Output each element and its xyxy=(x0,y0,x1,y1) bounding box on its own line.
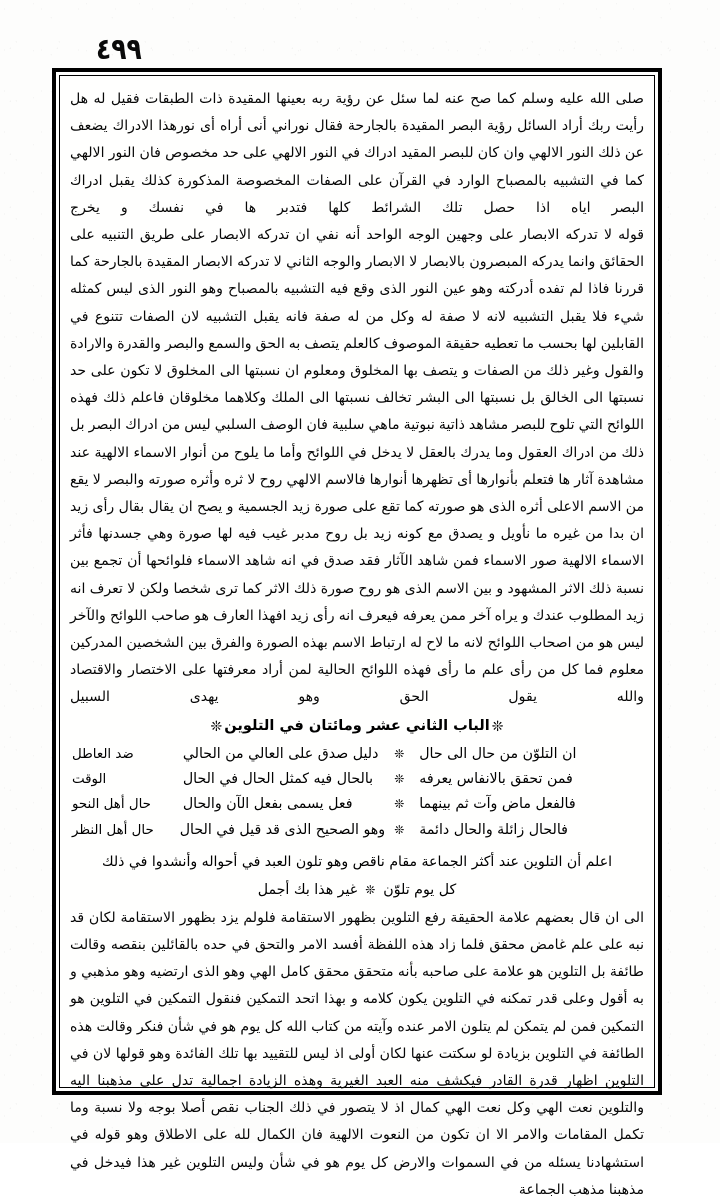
verse-separator-icon: ❊ xyxy=(394,772,405,787)
text-block xyxy=(70,86,644,1198)
page-border-inner xyxy=(59,75,655,1198)
verse-hemistich-a: فالفعل ماض وآت ثم بينهما xyxy=(419,796,576,813)
body-paragraph-1: صلى الله عليه وسلم كما صح عنه لما سئل عن رؤية ربه بعينها المقيدة ذات الطبقات فقيل له هل رأيت ربك أراد السائل رؤية البصر المقيدة بالجارحة فقال نوراني أنى أراه أى نورهذا الادراك يضعف عن ذلك النور الالهي وان كان للبصر المقيد ادراك في النور الالهي على حد مخصوص فان النور الالهي كما في التشبيه بالمصباح الوارد في القرآن على الصفات المخصوصة المذكورة كذلك يقبل ادراك البصر اياه اذا حصل تلك الشرائط كلها فتدبر ها في نفسك و يخرج xyxy=(70,91,644,216)
verse-hemistich-b: فعل يسمى بفعل الآن والحال xyxy=(182,796,353,813)
verse-row xyxy=(70,818,644,843)
couplet-hemistich-b: غير هذا بك أجمل xyxy=(257,881,358,898)
verse-margin-note: الوقت xyxy=(72,772,107,788)
centered-couplet xyxy=(70,877,644,903)
verse-row xyxy=(70,767,644,792)
couplet-hemistich-a: كل يوم تلوّن xyxy=(383,881,457,898)
verse-row xyxy=(70,792,644,817)
ornament-flower-icon-left: ❊ xyxy=(210,718,223,735)
verse-hemistich-b: دليل صدق على العالي من الحالي xyxy=(182,745,379,762)
verse-margin-note: ضد العاطل xyxy=(72,746,134,762)
chapter-heading xyxy=(70,713,644,740)
verse-row xyxy=(70,742,644,767)
verse-hemistich-a: فالحال زائلة والحال دائمة xyxy=(419,821,568,838)
verse-gutter xyxy=(582,767,644,792)
verse-gutter xyxy=(582,818,644,843)
verse-hemistich-a: فمن تحقق بالانفاس يعرفه xyxy=(419,771,573,788)
body-paragraph-2: قوله لا تدركه الابصار على وجهين الوجه الواحد أنه نفي ان تدركه الابصار على طريق التنبيه على الحقائق وانما يدركه المبصرون بالابصار لا الابصار والوجه الثاني لا تدركه الابصار المقيدة بالجارحة كما قررنا فاذا لم تفده أدركته وهو عين النور الذى وقع فيه التشبيه بالمصباح وهو النور الذى ليس كمثله شيء فلا يقبل التشبيه لانه لا صفة له وكل من له صفة فانه يقبل التشبيه لان الصفات تتنوع في القابلين لها بحسب ما تعطيه حقيقة الموصوف كالعلم يتصف به الحق والسمع والبصر والقدرة والارادة والقول وغير ذلك من الصفات و يتصف بها المخلوق ومعلوم ان نسبتها الى المخلوق لا تكون على حد نسبتها الى الخالق بل نسبتها الى البشر تخالف نسبتها الى الملك وكلاهما مخلوقان فاعلم ذلك فهذه اللوائح التي تلوح للبصر مشاهد ذاتية نبوتية ماهي سلبية فان الوصف السلبي ليس من ادراك البصر بل ذلك من ادراك العقول وما يدرك بالعقل لا يدخل في اللوائح وأما ما يلوح من أنوار الاسماء الالهية عند مشاهدة آثار ها فتعلم بأنوارها أى تظهرها أنوارها فالاسم الالهي روح لا ثره وأثره صورته والبصر لا يقع من الاسم الاعلى أثره الذى هو صورته كما تقع على صورة زيد الجسمية و يصح ان يقال بقال رأى زيد ان بدا من غيره ما نأويل و يصدق مع كونه زيد بل روح مدبر غيب فيه لها صورة وهي جسدنها فأثر الاسماء الالهية صور الاسماء فمن شاهد الآثار فقد صدق في انه شاهد الاسماء فلوائحها أن تجمع بين نسبة ذلك الاثر المشهود و بين الاسم الذى هو روح صورة ذلك الاثر كما ترى شخصا ولكن لا تعرف انه زيد المطلوب عندك و يراه آخر ممن يعرفه فيعرف انه رأى زيد افهذا العارف هو صاحب اللوائح والآخر ليس هو من اصحاب اللوائح لانه ما لاح له ارتباط الاسم بهذه الصورة والفرق بين الشخصين المدركين معلوم فما كل من رأى علم ما رأى فهذه اللوائح الحالية لمن أراد معرفتها على الاختصار والاقتصاد والله يقول الحق وهو يهدى السبيل xyxy=(70,227,644,706)
verse-hemistich-b: وهو الصحيح الذى قد قيل في الحال xyxy=(179,821,386,838)
verse-margin-note: حال أهل النحو xyxy=(72,797,151,813)
verse-gutter xyxy=(582,742,644,767)
verse-separator-icon: ❊ xyxy=(394,797,405,812)
verse-separator-icon: ❊ xyxy=(394,822,405,837)
spacer xyxy=(70,845,644,848)
folio-number: ٤٩٩ xyxy=(96,31,142,66)
verse-table xyxy=(70,742,644,844)
verse-gutter xyxy=(582,792,644,817)
verse-margin-note: حال أهل النظر xyxy=(72,822,154,838)
couplet-intro-line: اعلم أن التلوين عند أكثر الجماعة مقام ناقص وهو تلون العبد في أحواله وأنشدوا في ذلك xyxy=(101,854,613,871)
page-border-outer xyxy=(52,68,662,1198)
body-paragraph-3: الى ان قال بعضهم علامة الحقيقة رفع التلوين بظهور الاستقامة فلولم يزد بظهور الاستقامة لكان قد نبه على علم غامض محقق فلما زاد هذه اللفظة أفسد الامر والتحق في حده بالقائلين بنقصه وقالت طائفة بل التلوين هو علامة على صاحبه بأنه متحقق محقق كامل الهي وهو الذى ارتضيه وهو مذهبي و به أقول وعلى قدر تمكنه في التلوين يكون كلامه و بهذا اتحد التمكين فنقول التمكين في التلوين هو التمكين فمن لم يتمكن لم يتلون الامر عنده وآيته من كتاب الله كل يوم هو في شأن فنكر وقالت هذه الطائفة في التلوين بزيادة لو سكتت عنها لكان أولى اذ ليس للتقييد بها تلك الفائدة وهو قولها لان في التلوين اظهار قدرة القادر فيكشف منه العبد الغيرية وهذه الزيادة اجمالية تدل على مذهبنا اليه والتلوين نعت الهي وكل نعت الهي كمال اذ لا يتصور في ذلك الجناب نقص أصلا بوجه ولا نسبة وما تكمل المقامات والامر الا ان تكون من النعوت الالهية فان الكمال لله على الاطلاق وهو قوله في استشهادنا يسئله من في السموات والارض كل يوم هو في شأن وليس التلوين غير هذا فيدخل في مذهبنا مذهب الجماعة xyxy=(70,909,644,1198)
verse-separator-icon: ❊ xyxy=(394,746,405,761)
ornament-flower-icon-right: ❊ xyxy=(491,718,504,735)
couplet-separator-icon: ❊ xyxy=(365,882,376,897)
verse-hemistich-a: ان التلوّن من حال الى حال xyxy=(419,745,577,762)
chapter-heading-text: الباب الثاني عشر ومائتان في التلوين xyxy=(224,716,490,734)
verse-hemistich-b: بالحال فيه كمثل الحال في الحال xyxy=(182,771,374,788)
